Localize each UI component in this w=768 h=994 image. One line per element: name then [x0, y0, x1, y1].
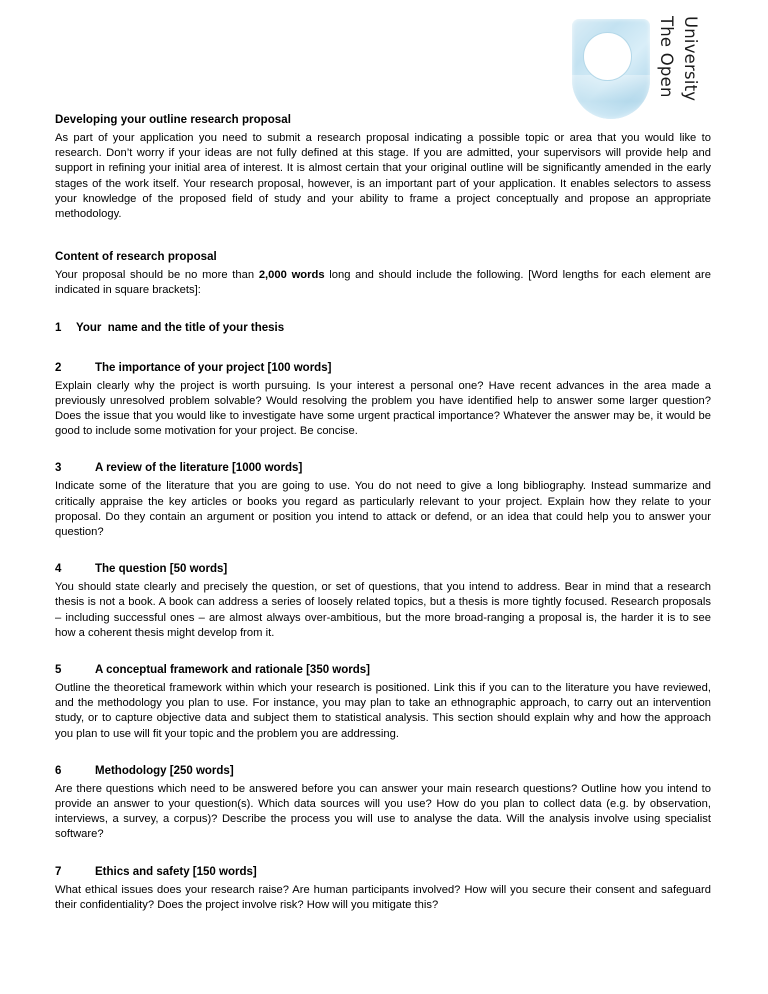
- section-title-2: The importance of your project [100 words]: [95, 361, 332, 374]
- content-intro-after: long and should include the following. [Word lengths for each element are indicated in square brackets]:: [55, 269, 711, 297]
- section-body-2: Explain clearly why the project is worth pursuing. Is your interest a personal one? Have recent advances in the area made a previously unresolved problem solvable? Would resolving the problem you have identified help to answer some larger question? Does the issue that you would like to investigate have some urgent practical importance? Whatever the answer may be, it would be good to include some motivation for your project. Be concise.: [55, 379, 711, 438]
- section-heading-7: [55, 865, 711, 880]
- the-open-university-logo: [567, 14, 727, 126]
- section-title-6: Methodology [250 words]: [95, 764, 234, 777]
- content-intro-before: Your proposal should be no more than: [55, 269, 259, 282]
- spacer: [55, 540, 711, 562]
- section-number-3: 3: [55, 462, 62, 475]
- section-body-3: Indicate some of the literature that you are going to use. You do not need to give a long bibliography. Instead summarize and critically appraise the key articles or books you regard as particularly relevant to your project. Explain how they relate to your proposal. Do they contain an argument or position you intend to attack or defend, or an idea that could help you to answer your question?: [55, 480, 711, 539]
- section-heading-2: [55, 361, 711, 376]
- section-title-7: Ethics and safety [150 words]: [95, 865, 257, 878]
- section-number-1: 1: [55, 321, 62, 334]
- section-number-2: 2: [55, 361, 62, 374]
- spacer: [55, 299, 711, 321]
- logo-wordmark: [655, 16, 721, 124]
- section-title-3: A review of the literature [1000 words]: [95, 462, 303, 475]
- spacer: [55, 339, 711, 361]
- section-heading-4: [55, 562, 711, 577]
- section-body-5: Outline the theoretical framework within which your research is positioned. Link this if you can to the literature you have reviewed, and the methodology you plan to use. For instance, you may plan to take an ethnographic approach, to carry out an intervention study, or to capture objective data and subject them to statistical analysis. This section should explain why and how the approach you plan to use will fit your topic and the problem you are addressing.: [55, 682, 711, 740]
- section-body-7: What ethical issues does your research raise? Are human participants involved? How will you secure their consent and safeguard their confidentiality? Does the project involve risk? How will you mitigate this?: [55, 883, 711, 911]
- document-body: [55, 113, 711, 913]
- spacer: [55, 641, 711, 663]
- logo-line-2: University: [681, 16, 700, 102]
- content-heading: Content of research proposal: [55, 251, 217, 264]
- section-body-6: Are there questions which need to be answered before you can answer your main research questions? Outline how you intend to provide an answer to your question(s). Which data sources will you use? How do you plan to collect data (e.g. by observation, interviews, a survey, a corpus)? Describe the process you will use to analyse the data. Will the analysis involve using specialist software?: [55, 782, 711, 841]
- section-number-7: 7: [55, 865, 62, 878]
- section-number-6: 6: [55, 764, 62, 777]
- section-heading-5: [55, 663, 711, 678]
- spacer: [55, 439, 711, 461]
- intro-paragraph: As part of your application you need to submit a research proposal indicating a possible topic or area that you would like to research. Don’t worry if your ideas are not fully defined at this stage. If you are admitted, your supervisors will provide help and support in refining your initial area of interest. It is almost certain that your original outline will be significantly amended in the early stages of the work itself. Your research proposal, however, is an important part of your application. It enables selectors to assess your knowledge of the proposed field of study and your ability to frame a project conceptually and propose an appropriate methodology.: [55, 132, 711, 221]
- section-number-4: 4: [55, 563, 62, 576]
- spacer: [55, 222, 711, 250]
- section-title-4: The question [50 words]: [95, 563, 228, 576]
- page-title: Developing your outline research proposal: [55, 114, 291, 126]
- shield-icon: [572, 19, 650, 119]
- spacer: [55, 742, 711, 764]
- section-body-4: You should state clearly and precisely the question, or set of questions, that you intend to address. Bear in mind that a research thesis is not a book. A book can address a series of loosely related topics, but a thesis is more tightly focused. Research proposals – including successful ones – are almost always over-ambitious, but the more broad-ranging a proposal is, the harder it is to see how a coherent thesis might develop from it.: [55, 581, 711, 639]
- word-count-emphasis: 2,000 words: [258, 269, 325, 282]
- section-title-1: Your name and the title of your thesis: [76, 321, 285, 334]
- section-heading-6: [55, 764, 711, 779]
- content-intro-paragraph: [55, 268, 711, 298]
- section-heading-1: [55, 321, 711, 336]
- logo-line-1: The Open: [657, 16, 676, 98]
- spacer: [55, 843, 711, 865]
- section-number-5: 5: [55, 664, 62, 677]
- section-heading-3: [55, 461, 711, 476]
- section-title-5: A conceptual framework and rationale [350 words]: [95, 664, 371, 677]
- shield-circle-icon: [583, 32, 632, 81]
